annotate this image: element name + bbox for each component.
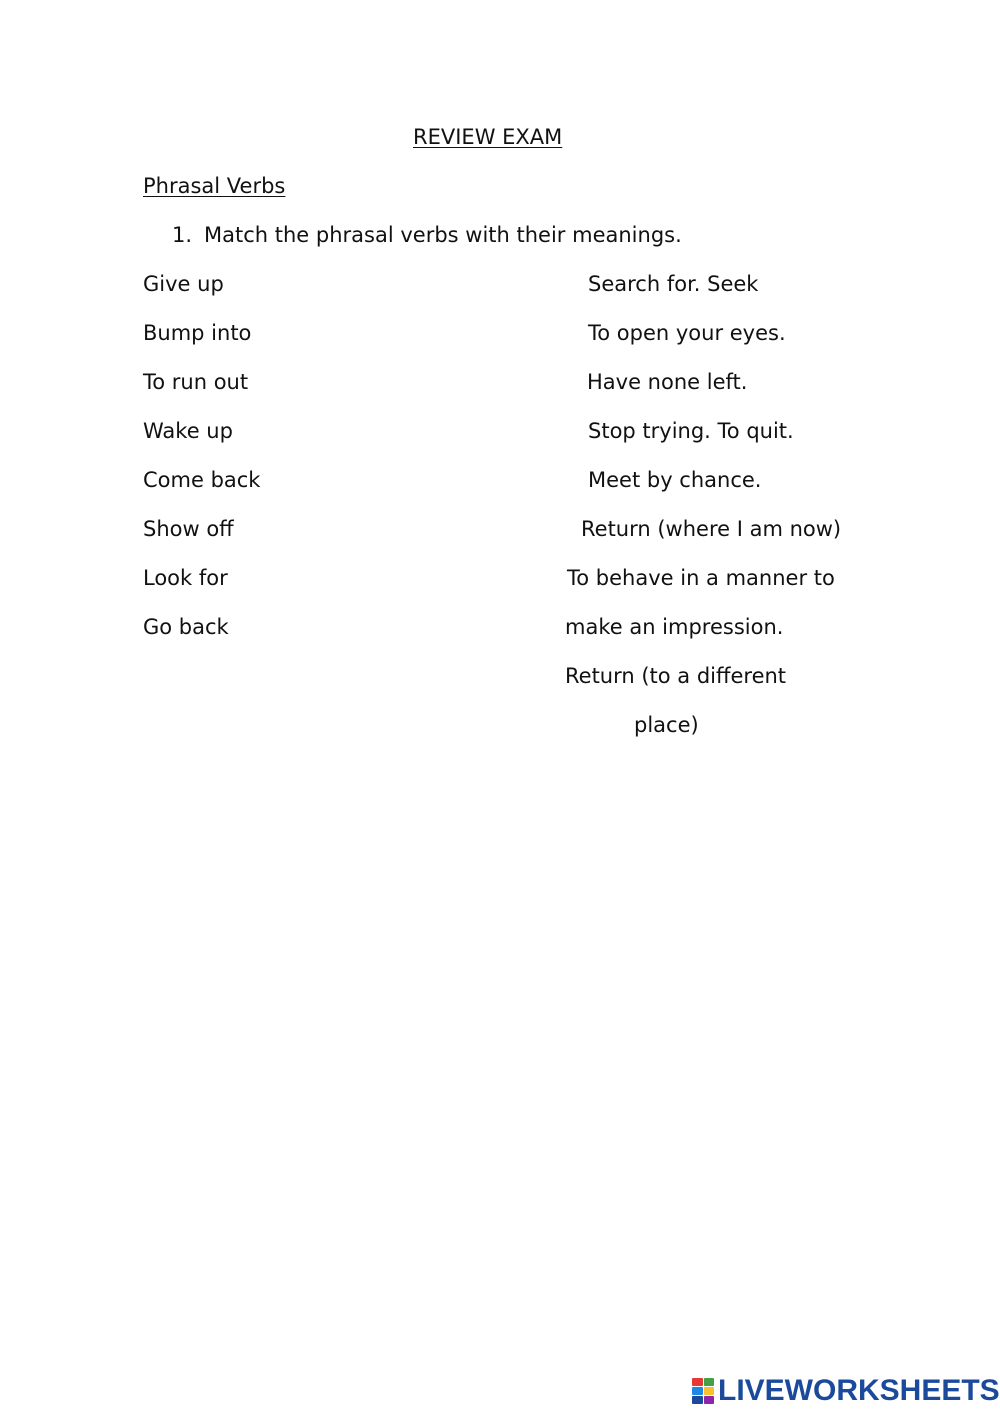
verb-item: Show off: [143, 517, 234, 541]
meaning-item: Stop trying. To quit.: [588, 419, 794, 443]
meaning-item: make an impression.: [565, 615, 784, 639]
meaning-item: Search for. Seek: [588, 272, 759, 296]
verb-item: To run out: [143, 370, 249, 394]
meaning-item: To open your eyes.: [588, 321, 786, 345]
meaning-item: Meet by chance.: [588, 468, 762, 492]
logo-mark-icon: [692, 1378, 714, 1404]
meaning-item: Have none left.: [587, 370, 748, 394]
verb-item: Give up: [143, 272, 224, 296]
meaning-item: To behave in a manner to: [567, 566, 835, 590]
verb-item: Bump into: [143, 321, 252, 345]
meaning-item: Return (to a different: [565, 664, 787, 688]
verb-item: Go back: [143, 615, 229, 639]
page-title: REVIEW EXAM: [413, 125, 563, 149]
verb-item: Look for: [143, 566, 228, 590]
logo-text: LIVEWORKSHEETS: [718, 1374, 1000, 1407]
instruction-number: 1.: [172, 223, 193, 247]
section-heading: Phrasal Verbs: [143, 174, 286, 198]
meaning-item: Return (where I am now): [581, 517, 842, 541]
verb-item: Wake up: [143, 419, 233, 443]
instruction-text: Match the phrasal verbs with their meanings.: [204, 223, 682, 247]
liveworksheets-logo: [692, 1374, 1000, 1408]
meaning-item: place): [634, 713, 699, 737]
verb-item: Come back: [143, 468, 261, 492]
instruction: [172, 222, 682, 248]
